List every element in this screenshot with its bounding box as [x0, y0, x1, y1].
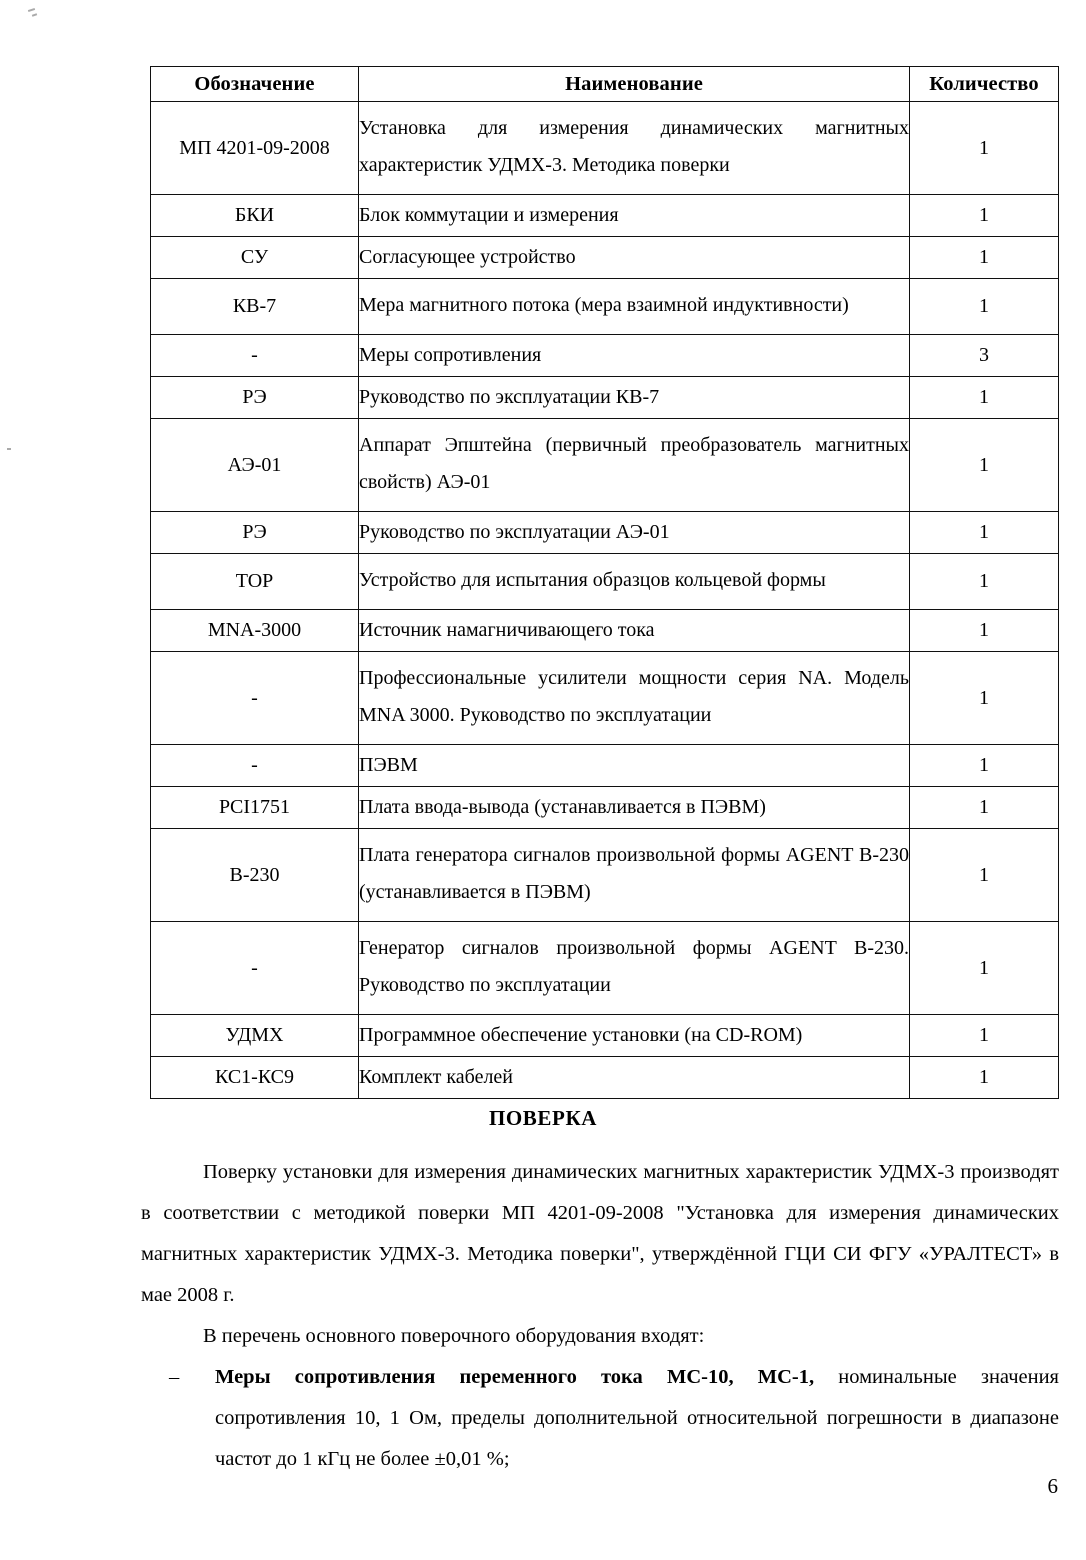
cell-designation: -: [151, 335, 359, 377]
scan-artifact-mark: [28, 8, 35, 12]
cell-designation: -: [151, 745, 359, 787]
column-header-quantity: Количество: [910, 67, 1059, 102]
cell-quantity: 1: [910, 787, 1059, 829]
cell-name: Мера магнитного потока (мера взаимной индуктивности): [359, 279, 910, 335]
scan-artifact-mark: [7, 448, 11, 450]
cell-name: Генератор сигналов произвольной формы AGENT B-230. Руководство по эксплуатации: [359, 922, 910, 1015]
cell-name: Установка для измерения динамических магнитных характеристик УДМХ-3. Методика поверки: [359, 102, 910, 195]
cell-designation: УДМХ: [151, 1015, 359, 1057]
table-row: [151, 610, 1059, 652]
table-row: [151, 554, 1059, 610]
cell-quantity: 1: [910, 922, 1059, 1015]
table-row: [151, 512, 1059, 554]
list-item-bold-text: Меры сопротивления переменного тока МС-10, МС-1,: [215, 1366, 815, 1388]
bullet-dash-icon: –: [169, 1366, 180, 1388]
cell-quantity: 1: [910, 610, 1059, 652]
table-header-row: [151, 67, 1059, 102]
cell-name: Руководство по эксплуатации КВ-7: [359, 377, 910, 419]
cell-name: Источник намагничивающего тока: [359, 610, 910, 652]
cell-quantity: 1: [910, 512, 1059, 554]
column-header-designation: Обозначение: [151, 67, 359, 102]
cell-designation: МП 4201-09-2008: [151, 102, 359, 195]
cell-name: Плата ввода-вывода (устанавливается в ПЭВМ): [359, 787, 910, 829]
cell-name: Меры сопротивления: [359, 335, 910, 377]
cell-name: Устройство для испытания образцов кольцевой формы: [359, 554, 910, 610]
cell-quantity: 1: [910, 1057, 1059, 1099]
cell-designation: СУ: [151, 237, 359, 279]
cell-name: Профессиональные усилители мощности серия NA. Модель MNA 3000. Руководство по эксплуатации: [359, 652, 910, 745]
table-row: [151, 195, 1059, 237]
table-row: [151, 652, 1059, 745]
table-row: [151, 335, 1059, 377]
cell-quantity: 1: [910, 102, 1059, 195]
cell-designation: КС1-КС9: [151, 1057, 359, 1099]
table-row: [151, 922, 1059, 1015]
cell-quantity: 1: [910, 279, 1059, 335]
scan-artifact-mark: [32, 13, 37, 16]
paragraph-verification-procedure: Поверку установки для измерения динамических магнитных характеристик УДМХ-3 производят в соответствии с методикой поверки МП 4201-09-2008 "Установка для измерения динамических магнитных характеристик УДМХ-3. Методика поверки", утверждённой ГЦИ СИ ФГУ «УРАЛТЕСТ» в мае 2008 г.: [141, 1161, 1059, 1306]
cell-designation: РЭ: [151, 512, 359, 554]
table-row: [151, 102, 1059, 195]
cell-designation: PCI1751: [151, 787, 359, 829]
cell-designation: -: [151, 652, 359, 745]
cell-designation: БКИ: [151, 195, 359, 237]
cell-designation: КВ-7: [151, 279, 359, 335]
table-row: [151, 237, 1059, 279]
table-row: [151, 745, 1059, 787]
column-header-name: Наименование: [359, 67, 910, 102]
cell-designation: АЭ-01: [151, 419, 359, 512]
cell-quantity: 1: [910, 377, 1059, 419]
section-heading-poverka: ПОВЕРКА: [488, 1106, 598, 1130]
list-item-rest-text: номинальные значения сопротивления 10, 1 Ом, пределы дополнительной относительной погрешности в диапазоне частот до 1 кГц не более ±0,01 %;: [215, 1366, 1059, 1470]
cell-designation: B-230: [151, 829, 359, 922]
cell-name: Комплект кабелей: [359, 1057, 910, 1099]
body-text-block: [141, 1152, 1059, 1480]
cell-quantity: 1: [910, 554, 1059, 610]
cell-quantity: 1: [910, 1015, 1059, 1057]
table-row: [151, 829, 1059, 922]
cell-name: Руководство по эксплуатации АЭ-01: [359, 512, 910, 554]
table-row: [151, 787, 1059, 829]
cell-designation: РЭ: [151, 377, 359, 419]
cell-name: Блок коммутации и измерения: [359, 195, 910, 237]
table-row: [151, 419, 1059, 512]
equipment-table: [150, 66, 1059, 1099]
cell-name: Программное обеспечение установки (на CD-ROM): [359, 1015, 910, 1057]
cell-designation: -: [151, 922, 359, 1015]
cell-quantity: 1: [910, 195, 1059, 237]
cell-quantity: 1: [910, 745, 1059, 787]
page-number: 6: [1047, 1474, 1058, 1498]
cell-quantity: 1: [910, 237, 1059, 279]
table-row: [151, 279, 1059, 335]
equipment-table-container: [150, 66, 1058, 1099]
equipment-bullet-list: [141, 1357, 1059, 1480]
paragraph-equipment-intro: В перечень основного поверочного оборудования входят:: [203, 1325, 705, 1347]
list-item: [141, 1357, 1059, 1480]
cell-designation: MNA-3000: [151, 610, 359, 652]
table-row: [151, 1015, 1059, 1057]
cell-quantity: 1: [910, 652, 1059, 745]
cell-name: Плата генератора сигналов произвольной формы AGENT B-230 (устанавливается в ПЭВМ): [359, 829, 910, 922]
cell-name: ПЭВМ: [359, 745, 910, 787]
table-row: [151, 1057, 1059, 1099]
cell-name: Аппарат Эпштейна (первичный преобразователь магнитных свойств) АЭ-01: [359, 419, 910, 512]
table-row: [151, 377, 1059, 419]
cell-quantity: 1: [910, 419, 1059, 512]
cell-name: Согласующее устройство: [359, 237, 910, 279]
cell-designation: ТОР: [151, 554, 359, 610]
cell-quantity: 3: [910, 335, 1059, 377]
cell-quantity: 1: [910, 829, 1059, 922]
